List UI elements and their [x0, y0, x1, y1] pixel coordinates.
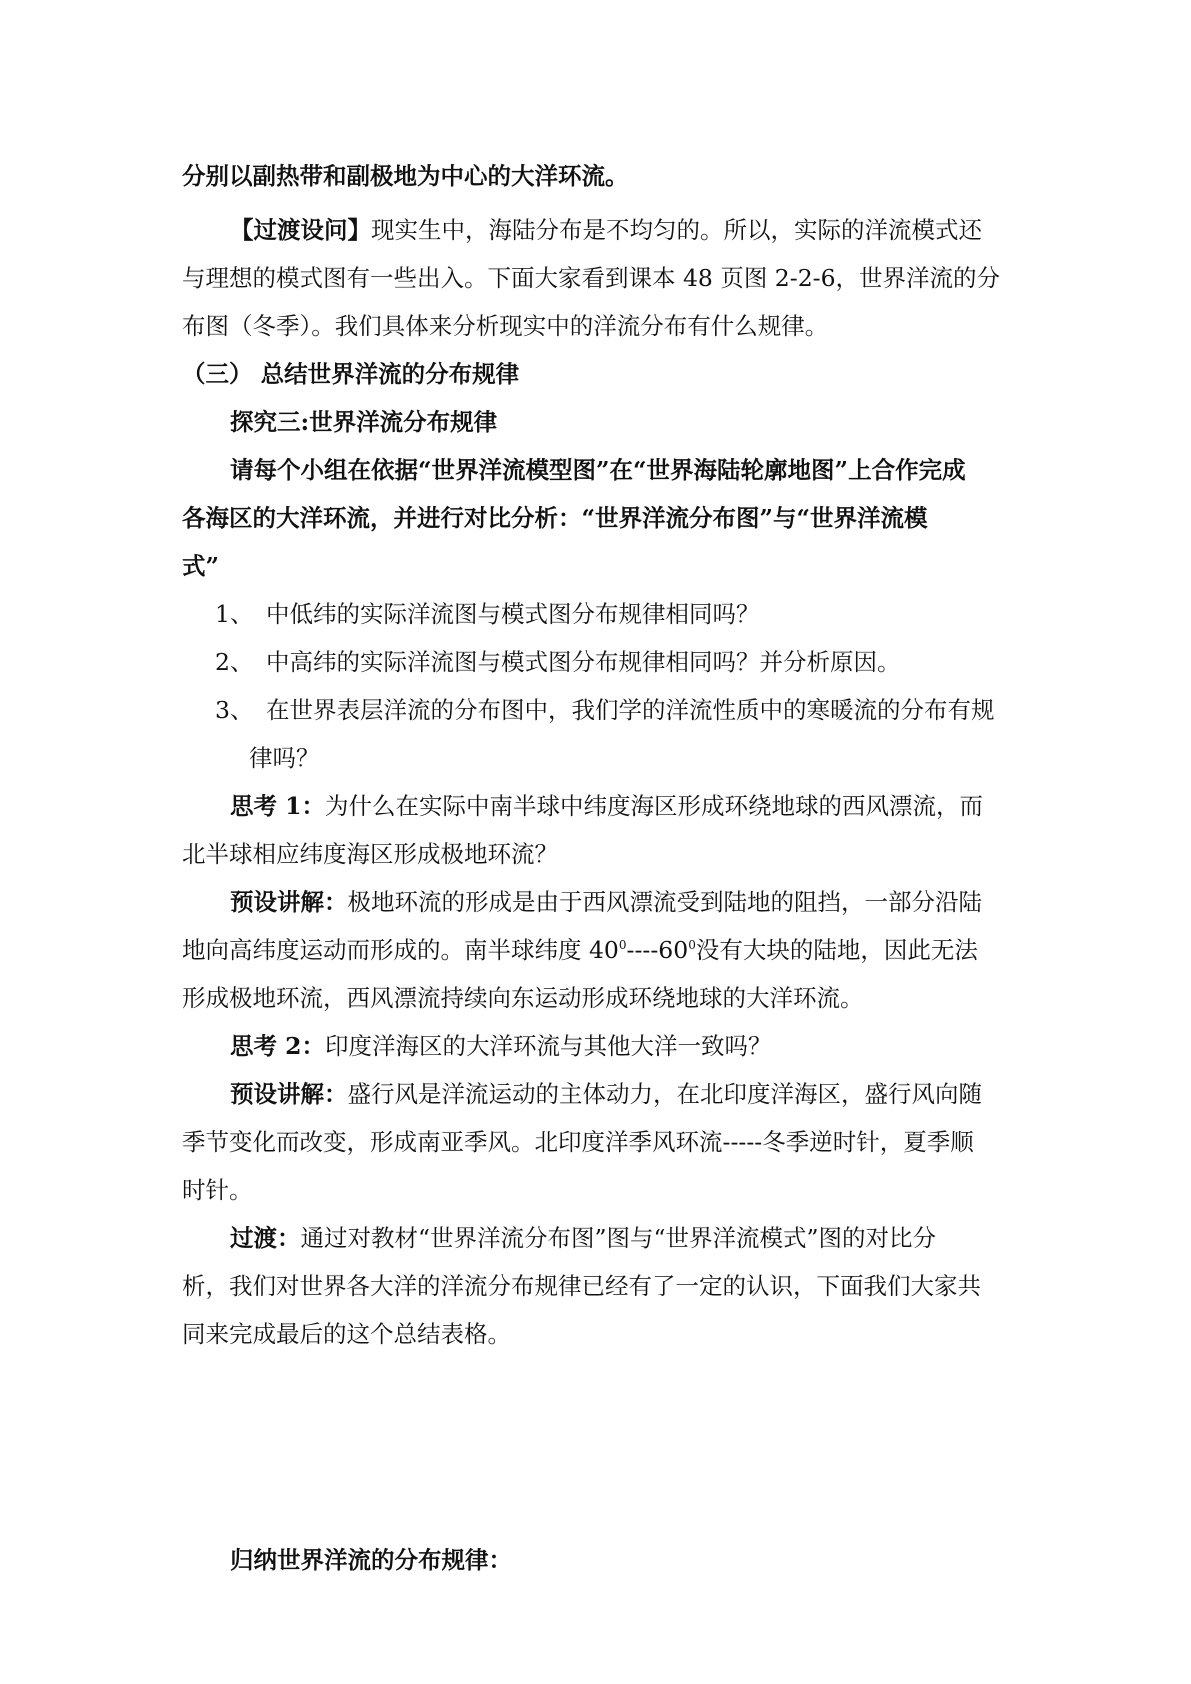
think-2-line — [230, 1030, 1070, 1062]
transition-question-line-1 — [230, 214, 1070, 246]
task-line-3: 式” — [182, 552, 220, 580]
think-1-label: 思考 1： — [230, 792, 326, 820]
question-1 — [215, 598, 1055, 630]
paragraph-intro: 分别以副热带和副极地为中心的大洋环流。 — [182, 162, 629, 190]
transition-text: 通过对教材“世界洋流分布图”图与“世界洋流模式”图的对比分 — [300, 1224, 937, 1252]
question-3-continued: 律吗？ — [249, 744, 320, 772]
think-1-text: 为什么在实际中南半球中纬度海区形成环绕地球的西风漂流，而 — [325, 792, 984, 820]
task-line-2: 各海区的大洋环流，并进行对比分析：“世界洋流分布图”与“世界洋流模 — [182, 504, 928, 532]
answer-2-line-3: 时针。 — [182, 1176, 253, 1204]
question-number: 3、 — [215, 696, 254, 724]
transition-line-3: 同来完成最后的这个总结表格。 — [182, 1320, 511, 1348]
summary-heading: 归纳世界洋流的分布规律： — [230, 1546, 512, 1574]
answer-1-text: 极地环流的形成是由于西风漂流受到陆地的阻挡，一部分沿陆 — [347, 888, 982, 916]
section-heading-3: （三） 总结世界洋流的分布规律 — [182, 360, 520, 388]
answer-1-text-a: 地向高纬度运动而形成的。南半球纬度 40 — [182, 936, 619, 964]
question-2 — [215, 646, 1055, 678]
answer-1-label: 预设讲解： — [230, 888, 348, 916]
question-number: 2、 — [215, 648, 254, 676]
transition-question-text: 现实生中，海陆分布是不均匀的。所以，实际的洋流模式还 — [371, 216, 982, 244]
transition-label: 过渡： — [230, 1224, 301, 1252]
answer-2-label: 预设讲解： — [230, 1080, 348, 1108]
transition-question-line-2: 与理想的模式图有一些出入。下面大家看到课本 48 页图 2-2-6，世界洋流的分 — [182, 264, 1001, 292]
degree-superscript: 0 — [618, 938, 627, 953]
think-1-line-2: 北半球相应纬度海区形成极地环流？ — [182, 840, 558, 868]
answer-1-text-b: ----60 — [626, 936, 689, 964]
think-1-line-1 — [230, 790, 1070, 822]
transition-question-line-3: 布图（冬季）。我们具体来分析现实中的洋流分布有什么规律。 — [182, 312, 829, 340]
answer-1-line-2 — [182, 934, 1022, 966]
degree-superscript: 0 — [688, 938, 696, 953]
explore-heading: 探究三:世界洋流分布规律 — [230, 408, 498, 436]
question-text: 在世界表层洋流的分布图中，我们学的洋流性质中的寒暖流的分布有规 — [266, 696, 995, 724]
think-2-text: 印度洋海区的大洋环流与其他大洋一致吗？ — [325, 1032, 772, 1060]
think-2-label: 思考 2： — [230, 1032, 326, 1060]
answer-2-line-1 — [230, 1078, 1070, 1110]
transition-question-label: 【过渡设问】 — [230, 216, 371, 244]
question-number: 1、 — [215, 600, 254, 628]
task-line-1: 请每个小组在依据“世界洋流模型图”在“世界海陆轮廓地图”上合作完成 — [230, 456, 966, 484]
question-text: 中低纬的实际洋流图与模式图分布规律相同吗？ — [266, 600, 760, 628]
answer-2-line-2: 季节变化而改变，形成南亚季风。北印度洋季风环流-----冬季逆时针，夏季顺 — [182, 1128, 974, 1156]
answer-2-text: 盛行风是洋流运动的主体动力，在北印度洋海区，盛行风向随 — [347, 1080, 982, 1108]
question-3 — [215, 694, 1055, 726]
answer-1-text-c: 没有大块的陆地，因此无法 — [695, 936, 978, 964]
answer-1-line-3: 形成极地环流，西风漂流持续向东运动形成环绕地球的大洋环流。 — [182, 984, 864, 1012]
answer-1-line-1 — [230, 886, 1070, 918]
transition-line-2: 析，我们对世界各大洋的洋流分布规律已经有了一定的认识，下面我们大家共 — [182, 1272, 981, 1300]
transition-line-1 — [230, 1222, 1070, 1254]
question-text: 中高纬的实际洋流图与模式图分布规律相同吗？并分析原因。 — [266, 648, 901, 676]
